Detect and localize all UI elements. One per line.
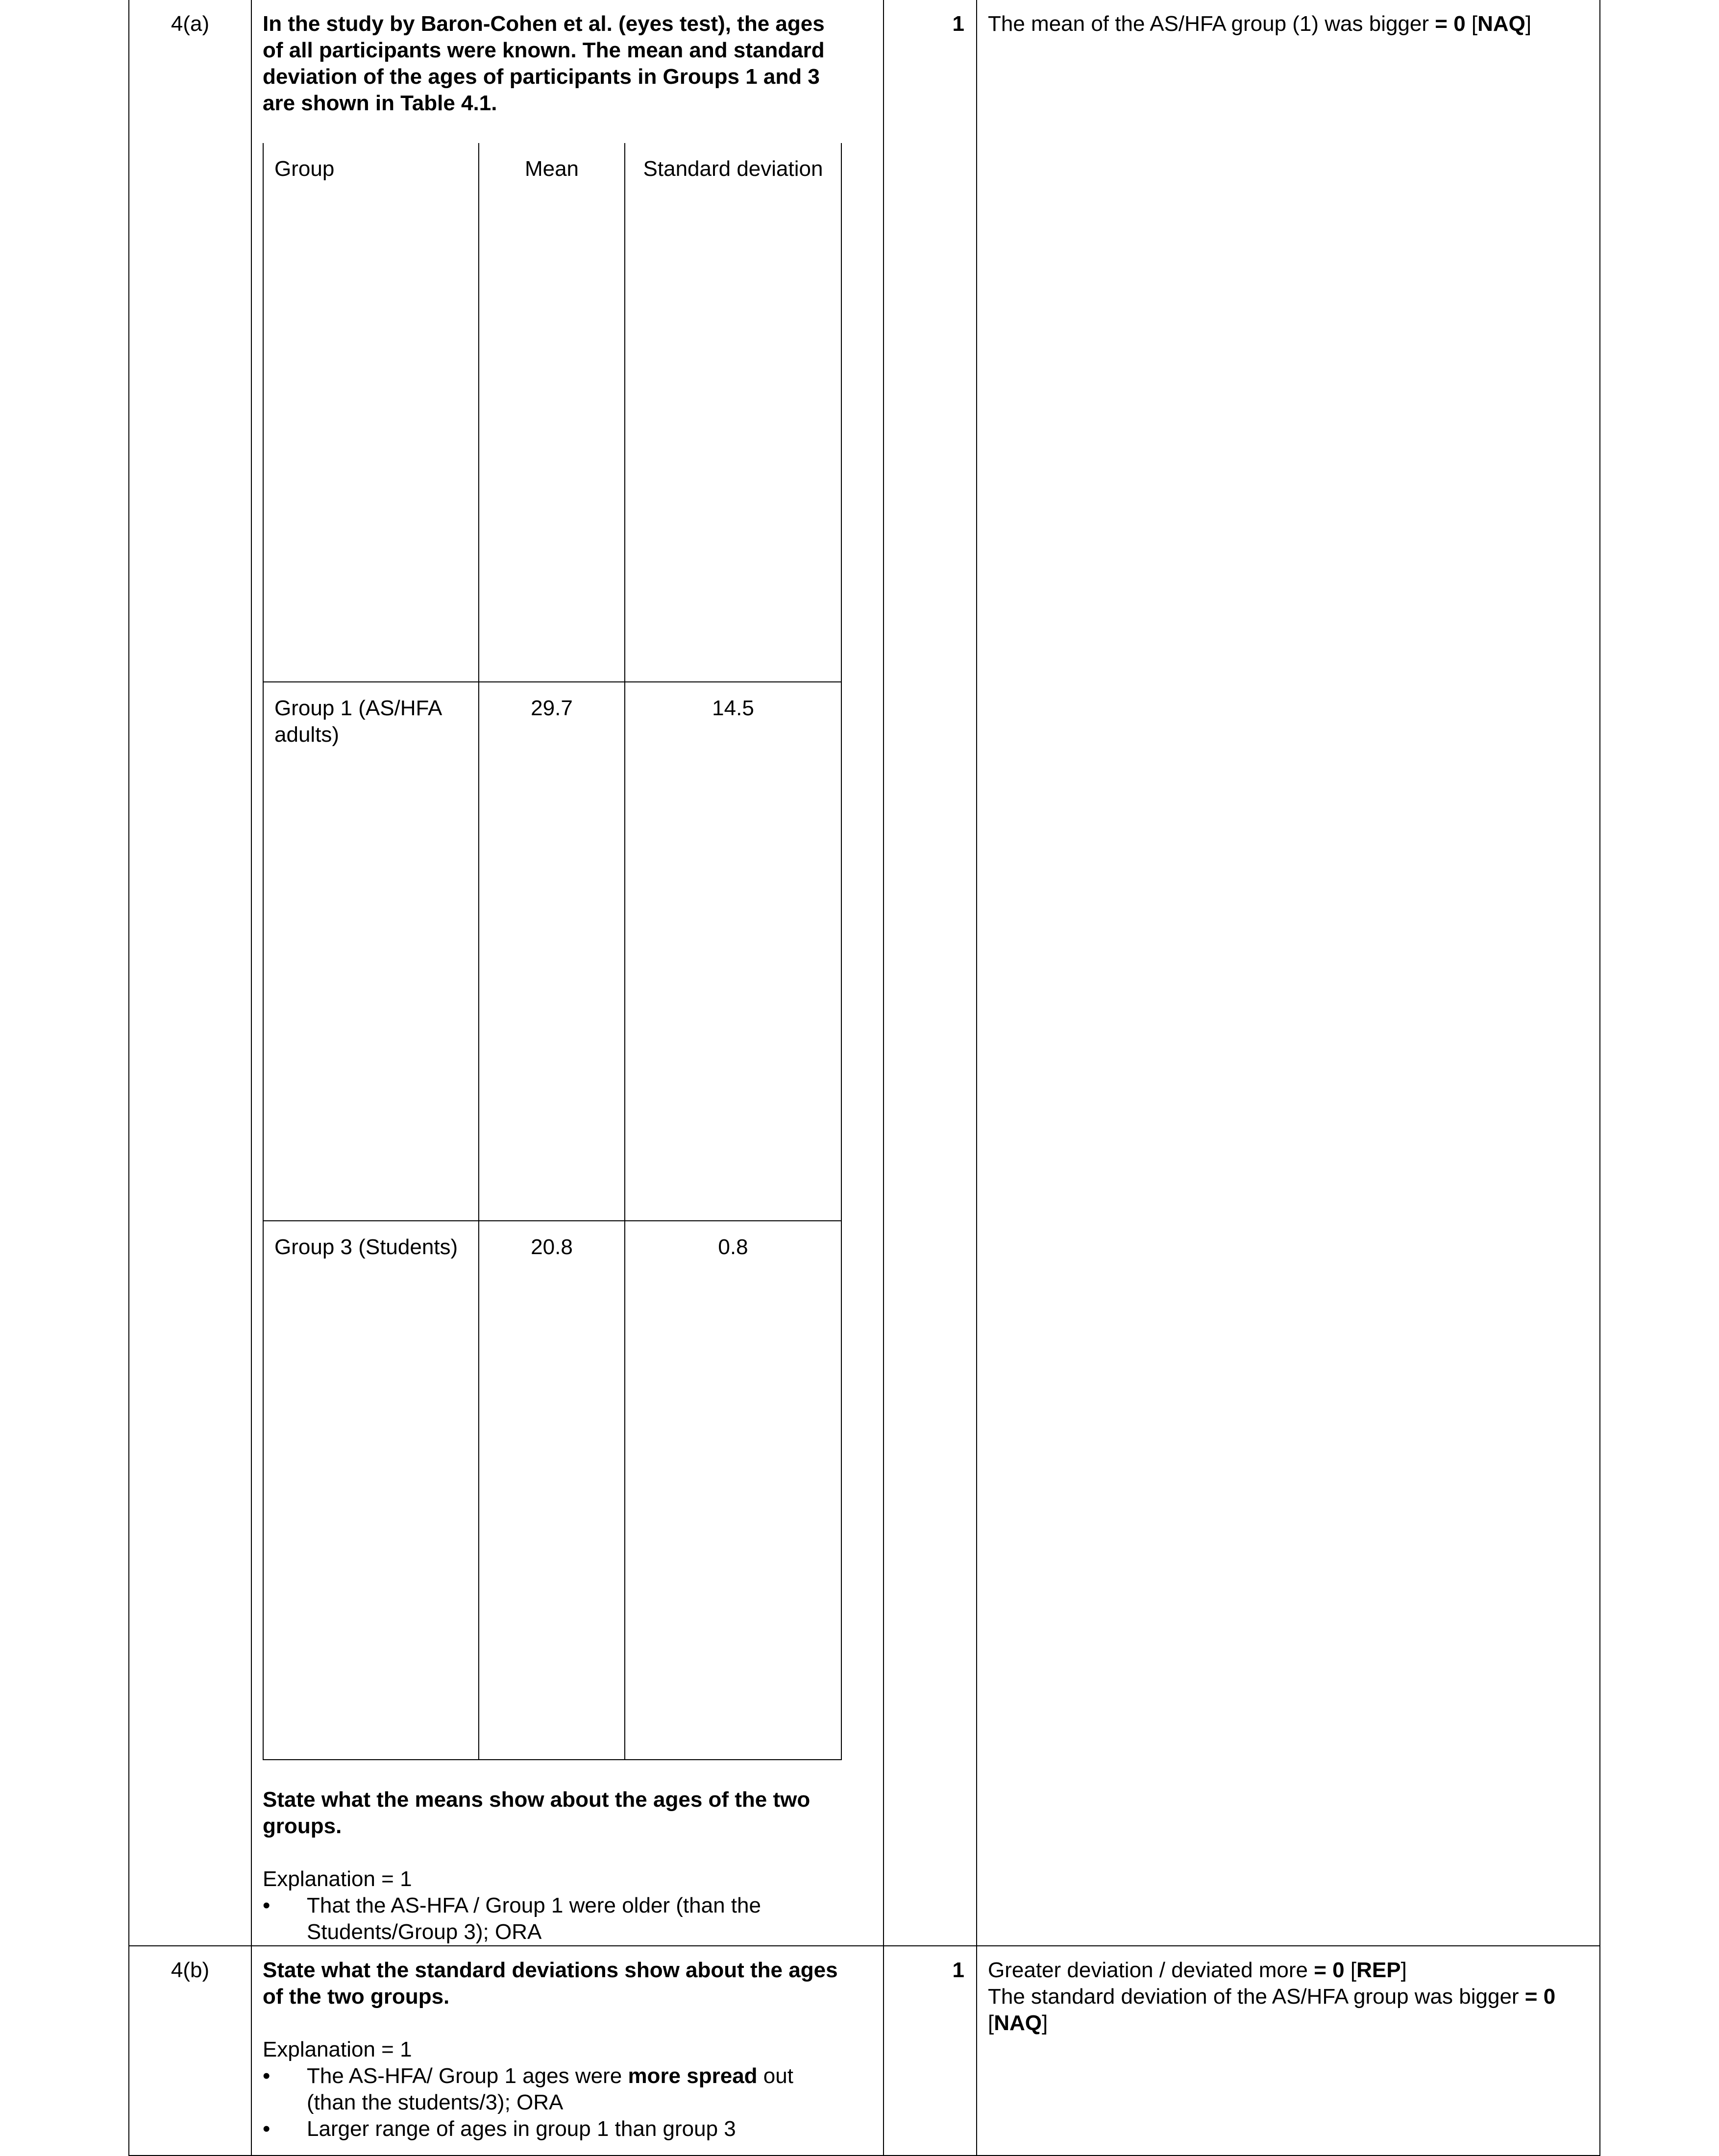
table-cell-sd: 0.8	[625, 1221, 841, 1760]
question-row-4a	[129, 0, 1600, 1946]
data-table-4-1	[263, 143, 842, 1760]
table-header-cell: Standard deviation	[625, 143, 841, 682]
explanation-label: Explanation = 1	[263, 2037, 412, 2061]
table-cell-mean: 20.8	[479, 1221, 625, 1760]
guidance-cell	[977, 0, 1600, 1946]
guidance-line: Greater deviation / deviated more = 0 [REP]	[988, 1958, 1407, 1982]
answer-bullets	[263, 2063, 873, 2142]
list-item: • That the AS-HFA / Group 1 were older (than the Students/Group 3); ORA	[263, 1893, 761, 1944]
list-item: • Larger range of ages in group 1 than group 3	[263, 2116, 873, 2142]
table-cell-group: Group 3 (Students)	[263, 1221, 479, 1760]
bullet-icon: •	[263, 2064, 270, 2088]
table-row	[263, 1221, 841, 1760]
mark-scheme-table	[128, 0, 1600, 2156]
marks-cell: 1	[884, 0, 977, 1946]
question-text: In the study by Baron-Cohen et al. (eyes test), the ages of all participants were known. The mean and standard deviation of the ages of participants in Groups 1 and 3 are shown in Table 4.1.	[263, 12, 825, 115]
question-number: 4(a)	[129, 0, 251, 1946]
list-item: • The AS-HFA/ Group 1 ages were more spread out (than the students/3); ORA	[263, 2064, 793, 2114]
bullet-icon: •	[263, 1893, 270, 1917]
table-cell-mean: 29.7	[479, 682, 625, 1221]
guidance-cell	[977, 1946, 1600, 2156]
marks-cell: 1	[884, 1946, 977, 2156]
question-row-4b	[129, 1946, 1600, 2156]
table-cell-sd: 14.5	[625, 682, 841, 1221]
table-header-row	[263, 143, 841, 682]
question-number: 4(b)	[129, 1946, 251, 2156]
guidance-line: The mean of the AS/HFA group (1) was bigger = 0 [NAQ]	[988, 12, 1532, 36]
guidance-line: The standard deviation of the AS/HFA group was bigger = 0 [NAQ]	[988, 1985, 1556, 2035]
bullet-icon: •	[263, 2117, 270, 2141]
table-header-cell: Group	[263, 143, 479, 682]
question-cell	[251, 1946, 884, 2156]
table-header-cell: Mean	[479, 143, 625, 682]
question-text: State what the standard deviations show about the ages of the two groups.	[263, 1958, 838, 2009]
explanation-label: Explanation = 1	[263, 1867, 412, 1891]
table-row	[263, 682, 841, 1221]
question-cell	[251, 0, 884, 1946]
table-cell-group: Group 1 (AS/HFA adults)	[263, 682, 479, 1221]
answer-bullets	[263, 1892, 873, 1945]
instruction-text: State what the means show about the ages of the two groups.	[263, 1788, 810, 1838]
